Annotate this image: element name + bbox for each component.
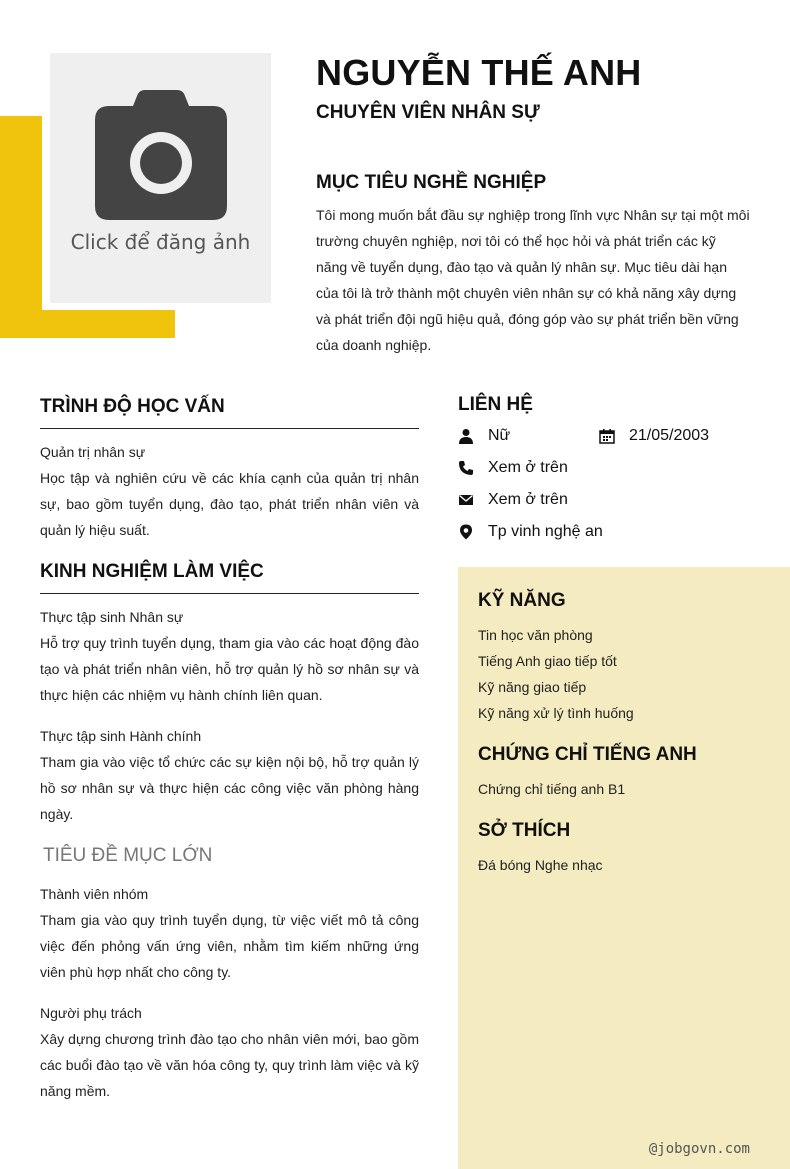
contact-heading: LIÊN HỆ (458, 394, 533, 415)
experience-heading: KINH NGHIỆM LÀM VIỆC (40, 561, 264, 582)
contact-phone (458, 459, 568, 477)
experience-item-text: Hỗ trợ quy trình tuyển dụng, tham gia vào các hoạt động đào tạo và phát triển nhân viên, hỗ trợ quản lý hồ sơ nhân sự và thực hiện các nhiệm vụ hành chính liên quan. (40, 635, 419, 703)
contact-birthday (599, 427, 709, 445)
extra-item-title: Thành viên nhóm (40, 886, 149, 902)
objective-text: Tôi mong muốn bắt đầu sự nghiệp trong lĩnh vực Nhân sự tại một môi trường chuyên nghiệp, nơi tôi có thể học hỏi và phát triển các kỹ năng về tuyển dụng, đào tạo và quản lý nhân sự. Mục tiêu dài hạn của tôi là trở thành một chuyên viên nhân sự có khả năng xây dựng và phát triển đội ngũ hiệu quả, đóng góp vào sự phát triển bền vững của doanh nghiệp. (316, 207, 750, 353)
hobbies-text: Đá bóng Nghe nhạc (478, 857, 603, 873)
accent-bar-horizontal (0, 310, 175, 338)
skill-item: Kỹ năng giao tiếp (478, 679, 587, 695)
experience-item-text: Tham gia vào việc tổ chức các sự kiện nội bộ, hỗ trợ quản lý hồ sơ nhân sự và thực hiện các công việc văn phòng hàng ngày. (40, 754, 419, 822)
photo-upload[interactable] (50, 53, 271, 303)
email-value: Xem ở trên (488, 491, 568, 508)
section-divider (40, 428, 419, 429)
experience-item-title: Thực tập sinh Hành chính (40, 728, 202, 744)
person-icon (458, 428, 474, 444)
watermark: @jobgovn.com (648, 1141, 750, 1157)
camera-icon (95, 90, 227, 220)
location-pin-icon (458, 524, 474, 540)
accent-bar-vertical (0, 116, 42, 338)
gender-value: Nữ (488, 427, 511, 444)
phone-icon (458, 460, 474, 476)
skill-item: Kỹ năng xử lý tình huống (478, 705, 634, 721)
education-heading: TRÌNH ĐỘ HỌC VẤN (40, 396, 225, 417)
extra-item-title: Người phụ trách (40, 1005, 142, 1021)
photo-upload-label: Click để đăng ảnh (70, 230, 251, 254)
birthday-value: 21/05/2003 (629, 427, 710, 444)
skills-heading: KỸ NĂNG (478, 590, 566, 611)
education-item-text: Học tập và nghiên cứu về các khía cạnh của quản trị nhân sự, bao gồm tuyển dụng, đào tạo, phát triển nhân viên và quản lý hiệu suất. (40, 470, 419, 538)
objective-heading: MỤC TIÊU NGHỀ NGHIỆP (316, 172, 547, 193)
phone-value: Xem ở trên (488, 459, 568, 476)
certificate-item: Chứng chỉ tiếng anh B1 (478, 781, 626, 797)
contact-address (458, 523, 603, 541)
experience-item-title: Thực tập sinh Nhân sự (40, 609, 184, 625)
address-value: Tp vinh nghệ an (488, 523, 603, 540)
education-item-title: Quản trị nhân sự (40, 444, 146, 460)
candidate-name: NGUYỄN THẾ ANH (316, 52, 642, 93)
section-divider (40, 593, 419, 594)
contact-gender (458, 427, 510, 445)
skill-item: Tiếng Anh giao tiếp tốt (478, 653, 617, 669)
job-title: CHUYÊN VIÊN NHÂN SỰ (316, 102, 540, 123)
extra-item-text: Tham gia vào quy trình tuyển dụng, từ việc viết mô tả công việc đến phỏng vấn ứng viên, nhằm tìm kiếm những ứng viên phù hợp nhất cho công ty. (40, 912, 419, 980)
skill-item: Tin học văn phòng (478, 627, 593, 643)
extra-item-text: Xây dựng chương trình đào tạo cho nhân viên mới, bao gồm các buổi đào tạo về văn hóa công ty, quy trình làm việc và kỹ năng mềm. (40, 1031, 419, 1099)
calendar-icon (599, 428, 615, 444)
email-icon (458, 492, 474, 508)
extra-heading: TIÊU ĐỀ MỤC LỚN (43, 845, 213, 866)
hobbies-heading: SỞ THÍCH (478, 820, 571, 841)
side-panel (458, 567, 790, 1169)
certificates-heading: CHỨNG CHỈ TIẾNG ANH (478, 744, 697, 765)
contact-email (458, 491, 568, 509)
